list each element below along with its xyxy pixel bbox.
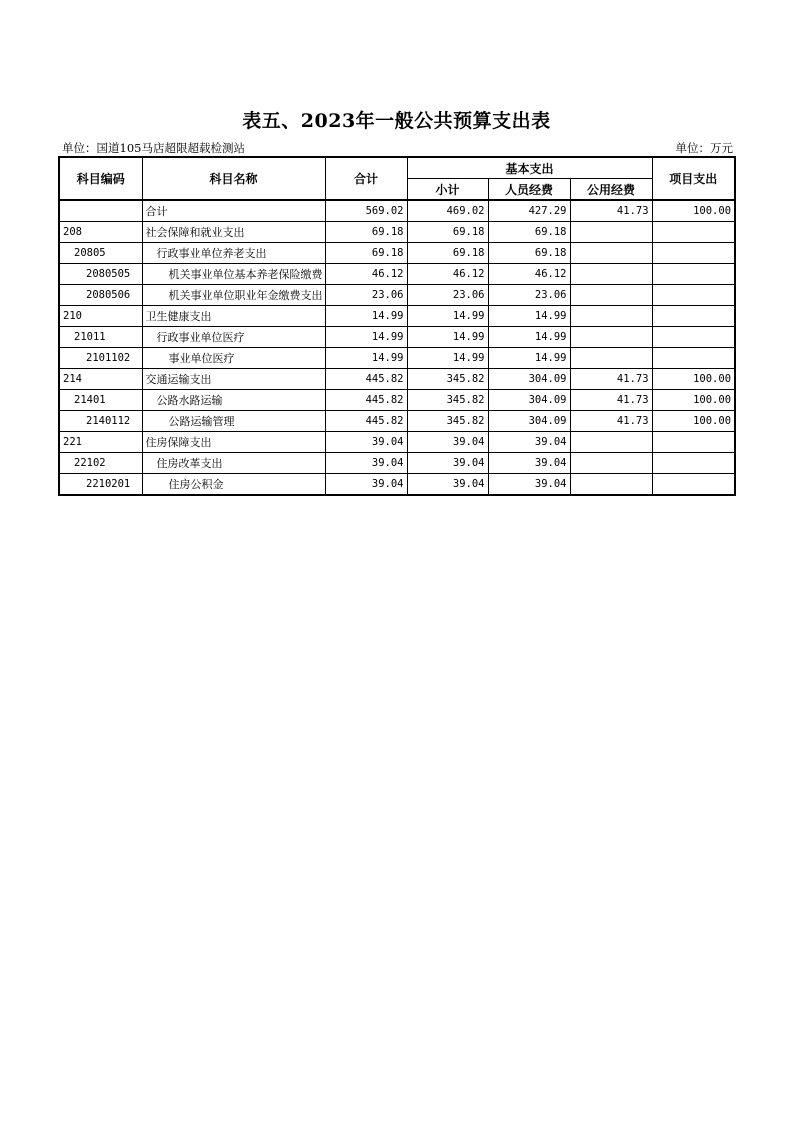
row-total: 445.82 [325,411,407,432]
row-total: 46.12 [325,264,407,285]
row-public [570,306,652,327]
row-personnel: 304.09 [488,411,570,432]
row-name: 事业单位医疗 [142,348,325,369]
row-personnel: 23.06 [488,285,570,306]
row-name: 交通运输支出 [142,369,325,390]
row-personnel: 14.99 [488,327,570,348]
currency-unit-label: 单位：万元 [675,141,733,155]
row-personnel: 304.09 [488,390,570,411]
table-row [59,411,735,432]
row-project [652,243,735,264]
row-total: 69.18 [325,243,407,264]
row-project: 100.00 [652,369,735,390]
row-total: 14.99 [325,306,407,327]
row-project [652,222,735,243]
row-name: 住房改革支出 [142,453,325,474]
header-code: 科目编码 [59,157,142,200]
row-code: 2080505 [59,264,142,285]
row-total: 23.06 [325,285,407,306]
row-code [59,200,142,222]
header-name: 科目名称 [142,157,325,200]
row-subtotal: 14.99 [407,348,488,369]
row-name: 社会保障和就业支出 [142,222,325,243]
row-name: 住房保障支出 [142,432,325,453]
row-public [570,264,652,285]
row-code: 2140112 [59,411,142,432]
header-basic: 基本支出 [407,157,652,179]
row-personnel: 14.99 [488,306,570,327]
row-code: 208 [59,222,142,243]
row-name: 卫生健康支出 [142,306,325,327]
row-subtotal: 14.99 [407,306,488,327]
row-name: 行政事业单位养老支出 [142,243,325,264]
row-public [570,348,652,369]
row-code: 21401 [59,390,142,411]
header-subtotal: 小计 [407,179,488,201]
header-public: 公用经费 [570,179,652,201]
table-row [59,474,735,496]
row-personnel: 69.18 [488,243,570,264]
row-personnel: 46.12 [488,264,570,285]
row-project [652,306,735,327]
row-total: 14.99 [325,327,407,348]
row-public: 41.73 [570,200,652,222]
row-name: 机关事业单位职业年金缴费支出 [142,285,325,306]
unit-label: 单位：国道105马店超限超载检测站 [62,141,245,155]
table-row [59,348,735,369]
row-name: 公路水路运输 [142,390,325,411]
row-total: 39.04 [325,453,407,474]
row-public [570,285,652,306]
row-personnel: 69.18 [488,222,570,243]
row-project [652,264,735,285]
row-project [652,432,735,453]
row-name: 机关事业单位基本养老保险缴费 [142,264,325,285]
row-subtotal: 46.12 [407,264,488,285]
row-subtotal: 39.04 [407,453,488,474]
row-public: 41.73 [570,369,652,390]
row-name: 合计 [142,200,325,222]
header-total: 合计 [325,157,407,200]
row-total: 569.02 [325,200,407,222]
row-project [652,285,735,306]
table-row [59,285,735,306]
row-personnel: 39.04 [488,474,570,496]
row-personnel: 39.04 [488,453,570,474]
budget-table [58,156,736,496]
row-total: 39.04 [325,474,407,496]
row-code: 2080506 [59,285,142,306]
row-project: 100.00 [652,390,735,411]
row-total: 39.04 [325,432,407,453]
row-total: 445.82 [325,390,407,411]
row-code: 22102 [59,453,142,474]
row-total: 69.18 [325,222,407,243]
table-row [59,432,735,453]
row-project: 100.00 [652,200,735,222]
row-code: 21011 [59,327,142,348]
table-row [59,390,735,411]
row-subtotal: 345.82 [407,369,488,390]
row-code: 214 [59,369,142,390]
row-subtotal: 23.06 [407,285,488,306]
row-code: 2210201 [59,474,142,496]
row-subtotal: 345.82 [407,411,488,432]
table-row [59,264,735,285]
row-total: 14.99 [325,348,407,369]
row-project [652,474,735,496]
header-personnel: 人员经费 [488,179,570,201]
row-name: 住房公积金 [142,474,325,496]
row-subtotal: 69.18 [407,243,488,264]
row-public [570,432,652,453]
row-project [652,348,735,369]
row-project [652,327,735,348]
row-code: 2101102 [59,348,142,369]
table-row [59,453,735,474]
row-personnel: 39.04 [488,432,570,453]
row-personnel: 427.29 [488,200,570,222]
row-code: 210 [59,306,142,327]
row-name: 公路运输管理 [142,411,325,432]
row-project: 100.00 [652,411,735,432]
row-public [570,243,652,264]
row-subtotal: 469.02 [407,200,488,222]
row-total: 445.82 [325,369,407,390]
row-code: 20805 [59,243,142,264]
row-public: 41.73 [570,411,652,432]
row-code: 221 [59,432,142,453]
header-project: 项目支出 [652,157,735,200]
row-public: 41.73 [570,390,652,411]
row-public [570,327,652,348]
page-title: 表五、2023年一般公共预算支出表 [242,110,551,132]
table-header [59,157,735,200]
row-subtotal: 39.04 [407,432,488,453]
table-row [59,369,735,390]
row-personnel: 304.09 [488,369,570,390]
table-row [59,327,735,348]
row-public [570,453,652,474]
row-public [570,222,652,243]
table-row [59,243,735,264]
row-subtotal: 69.18 [407,222,488,243]
table-body [59,200,735,495]
row-name: 行政事业单位医疗 [142,327,325,348]
table-row [59,306,735,327]
row-subtotal: 14.99 [407,327,488,348]
row-public [570,474,652,496]
row-subtotal: 39.04 [407,474,488,496]
row-subtotal: 345.82 [407,390,488,411]
table-row [59,222,735,243]
table-row [59,200,735,222]
row-personnel: 14.99 [488,348,570,369]
row-project [652,453,735,474]
